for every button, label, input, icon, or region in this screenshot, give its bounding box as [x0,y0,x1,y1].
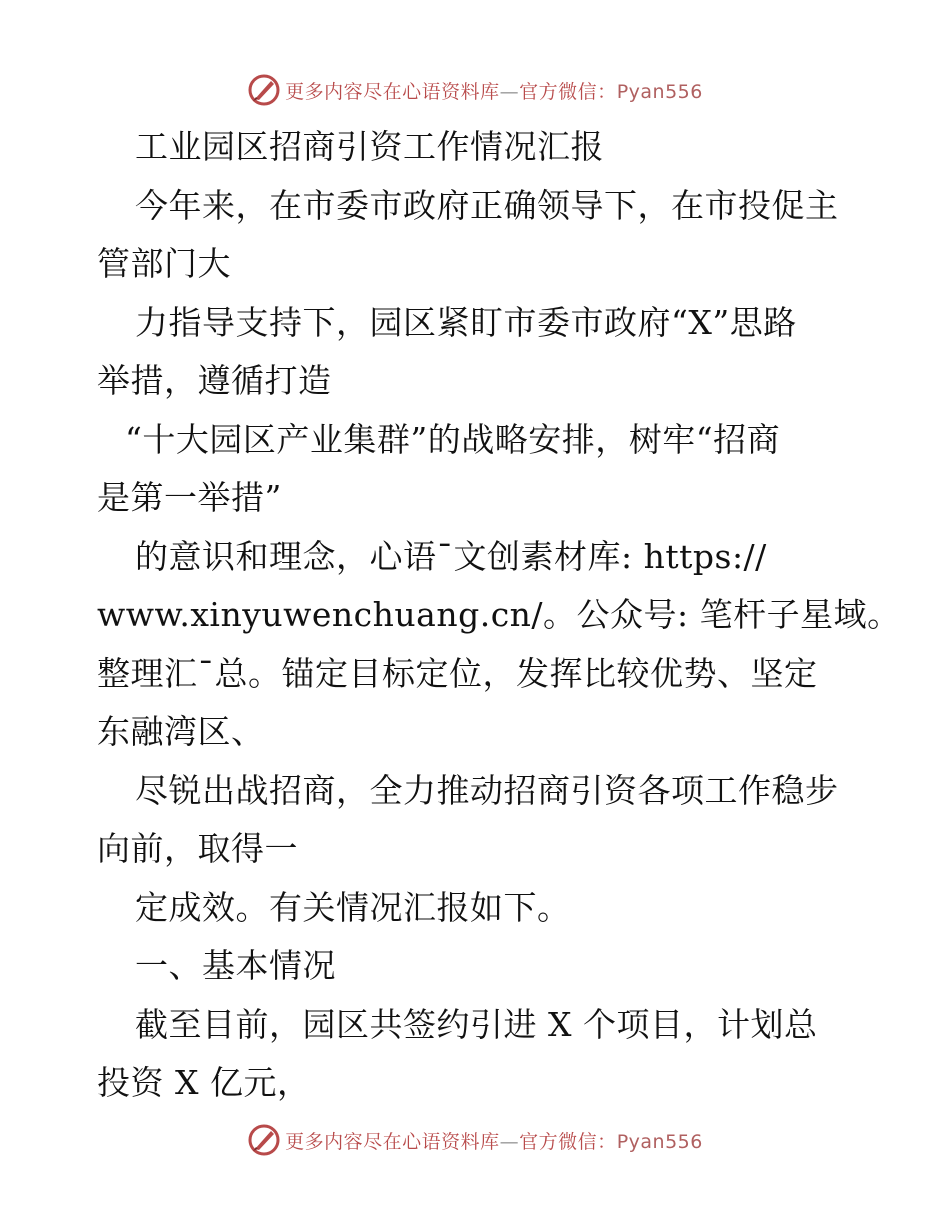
paragraph-line: 是第一举措” [97,478,282,517]
watermark-separator: — [499,1130,520,1153]
watermark-main: 更多内容尽在心语资料库 [285,80,500,103]
paragraph-line: 定成效。有关情况汇报如下。 [135,887,571,927]
watermark-separator: — [499,80,520,103]
watermark-official: 官方微信： [519,1130,617,1153]
section-heading: 一、基本情况 [135,946,336,985]
paragraph-line: 投资 X 亿元， [97,1063,311,1102]
paragraph-line: 截至目前，园区共签约引进 X 个项目，计划总 [135,1004,818,1044]
paragraph-line: 管部门大 [97,244,231,283]
paragraph-line: 尽锐出战招商，全力推动招商引资各项工作稳步 [135,770,839,810]
watermark-text [285,77,703,104]
paragraph-line: 举措，遵循打造 [97,361,332,400]
footer-watermark [0,1120,950,1160]
watermark-main: 更多内容尽在心语资料库 [285,1130,500,1153]
quill-logo-icon [247,73,281,107]
paragraph-line: 今年来，在市委市政府正确领导下，在市投促主 [135,185,839,225]
watermark-wechat-id: Pyan556 [616,80,703,103]
watermark-official: 官方微信： [519,80,617,103]
quill-logo-icon [247,1123,281,1157]
header-watermark [0,70,950,110]
watermark-wechat-id: Pyan556 [616,1130,703,1153]
paragraph-line: 整理汇¯总。锚定目标定位，发挥比较优势、坚定 [97,653,818,693]
paragraph-line: 的意识和理念，心语¯文创素材库: https:// [135,536,767,576]
document-title: 工业园区招商引资工作情况汇报 [135,127,604,166]
paragraph-line: 东融湾区、 [97,712,265,751]
paragraph-line: 力指导支持下，园区紧盯市委市政府“X”思路 [135,302,797,342]
paragraph-line: “十大园区产业集群”的战略安排，树牢“招商 [125,419,781,459]
paragraph-line: 向前，取得一 [97,829,298,868]
paragraph-line: www.xinyuwenchuang.cn/。公众号: 笔杆子星域。 [97,595,901,634]
watermark-text [285,1127,703,1154]
document-body [97,118,901,1113]
